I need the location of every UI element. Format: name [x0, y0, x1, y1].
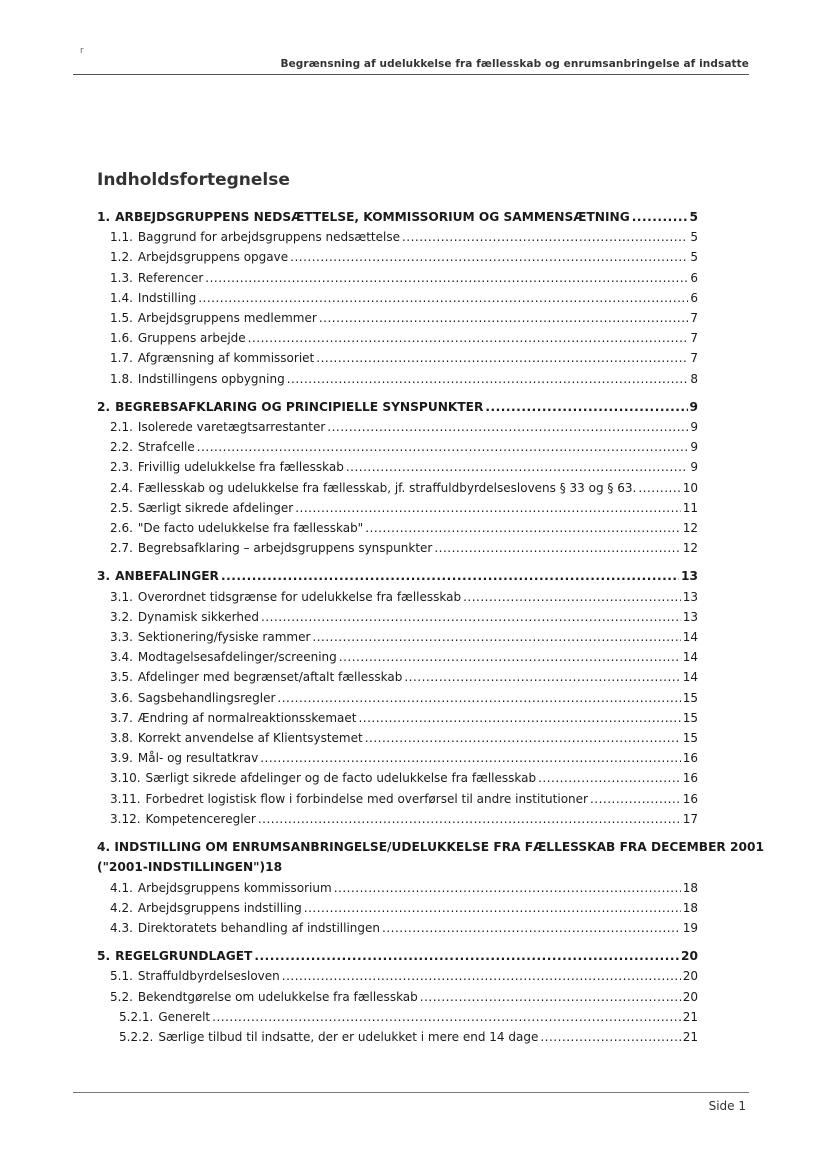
toc-entry-number: 1.8.	[110, 371, 133, 386]
toc-entry-title: Baggrund for arbejdsgruppens nedsættelse	[137, 230, 400, 245]
toc-entry-title: Afgrænsning af kommissoriet	[137, 351, 315, 366]
toc-entry-title: Modtagelsesafdelinger/screening	[137, 650, 337, 665]
toc-leader-dots	[198, 288, 688, 308]
toc-subsection-entry[interactable]	[97, 1027, 698, 1047]
toc-section	[97, 566, 698, 829]
toc-entry-number: 3.4.	[110, 650, 133, 665]
toc-entry-number: 5.	[97, 949, 111, 964]
toc-subsection-entry[interactable]	[97, 688, 698, 708]
toc-leader-dots	[420, 987, 681, 1007]
toc-entry-page: 9	[689, 399, 698, 414]
stray-mark: r	[80, 46, 84, 56]
toc-entry-title: Direktoratets behandling af indstillingen	[137, 920, 381, 935]
toc-subsection-entry[interactable]	[97, 417, 698, 437]
toc-entry-number: 2.4.	[110, 480, 133, 495]
toc-leader-dots	[485, 397, 687, 417]
toc-subsection-entry[interactable]	[97, 348, 698, 368]
toc-entry-title: ANBEFALINGER	[115, 569, 219, 584]
toc-entry-title: Arbejdsgruppens medlemmer	[137, 311, 317, 326]
toc-entry-page: 15	[682, 710, 698, 725]
toc-entry-title: "De facto udelukkelse fra fællesskab"	[137, 521, 364, 536]
toc-entry-number: 1.4.	[110, 290, 133, 305]
toc-subsection-entry[interactable]	[97, 1007, 698, 1027]
toc-entry-page: 5	[689, 210, 698, 224]
toc-subsection-entry[interactable]	[97, 768, 698, 788]
toc-entry-number: 1.1.	[110, 230, 133, 245]
toc-entry-page: 16	[682, 771, 698, 786]
toc-entry-title: Begrebsafklaring – arbejdsgruppens synspunkter	[137, 541, 433, 556]
toc-subsection-entry[interactable]	[97, 437, 698, 457]
toc-entry-title: Korrekt anvendelse af Klientsystemet	[137, 731, 363, 746]
toc-entry-title: Indstillingens opbygning	[137, 371, 285, 386]
toc-leader-dots	[295, 498, 680, 518]
toc-chapter-entry[interactable]	[97, 207, 698, 227]
toc-chapter-entry[interactable]	[97, 397, 698, 417]
toc-entry-title: REGELGRUNDLAGET	[115, 949, 253, 964]
toc-subsection-entry[interactable]	[97, 708, 698, 728]
toc-entry-title: Overordnet tidsgrænse for udelukkelse fra fællesskab	[137, 589, 462, 604]
toc-leader-dots	[205, 268, 688, 288]
toc-subsection-entry[interactable]	[97, 789, 698, 809]
toc-leader-dots	[334, 878, 681, 898]
toc-entry-page: 13	[682, 589, 698, 604]
toc-entry-title: Generelt	[158, 1009, 211, 1024]
toc-subsection-entry[interactable]	[97, 369, 698, 389]
toc-entry-number: 3.9.	[110, 751, 133, 766]
toc-section	[97, 946, 698, 1047]
footer-rule	[73, 1092, 749, 1093]
toc-entry-number: 4.3.	[110, 920, 133, 935]
toc-entry-number: 2.	[97, 399, 111, 414]
toc-chapter-entry[interactable]	[97, 566, 698, 586]
toc-entry-page: 18	[265, 860, 283, 875]
page-number: Side 1	[708, 1099, 746, 1113]
toc-leader-dots	[282, 966, 681, 986]
toc-subsection-entry[interactable]	[97, 268, 698, 288]
toc-entry-page: 13	[682, 609, 698, 624]
toc-section	[97, 837, 764, 938]
toc-entry-title: Referencer	[137, 270, 204, 285]
toc-leader-dots	[254, 946, 679, 966]
toc-entry-number: 2.5.	[110, 500, 133, 515]
toc-subsection-entry[interactable]	[97, 288, 698, 308]
toc-entry-page: 18	[682, 880, 698, 895]
toc-leader-dots	[212, 1007, 681, 1027]
toc-entry-page: 20	[681, 949, 698, 964]
toc-leader-dots	[346, 457, 689, 477]
toc-entry-title: Arbejdsgruppens indstilling	[137, 900, 302, 915]
toc-leader-dots	[632, 207, 688, 227]
toc-entry-number: 3.2.	[110, 609, 133, 624]
toc-entry-page: 7	[690, 351, 698, 366]
toc-entry-title: 4. INDSTILLING OM ENRUMSANBRINGELSE/UDELUKKELSE FRA FÆLLESSKAB FRA DECEMBER 2001	[97, 840, 764, 855]
toc-entry-number: 2.6.	[110, 521, 133, 536]
toc-entry-page: 21	[682, 1009, 698, 1024]
toc-entry-title: Ændring af normalreaktionsskemaet	[137, 710, 357, 725]
toc-leader-dots	[327, 417, 688, 437]
toc-entry-number: 1.6.	[110, 331, 133, 346]
toc-entry-number: 3.6.	[110, 690, 133, 705]
toc-entry-page: 14	[682, 650, 698, 665]
toc-entry-page: 9	[690, 460, 698, 475]
toc-entry-title: Frivillig udelukkelse fra fællesskab	[137, 460, 344, 475]
toc-leader-dots	[316, 348, 688, 368]
toc-entry-title: Fællesskab og udelukkelse fra fællesskab, jf. straffuldbyrdelseslovens § 33 og § 63.	[137, 480, 637, 495]
toc-entry-title: Særligt sikrede afdelinger	[137, 500, 294, 515]
toc-subsection-entry[interactable]	[97, 627, 698, 647]
toc-entry-title: BEGREBSAFKLARING OG PRINCIPIELLE SYNSPUNKTER	[115, 399, 484, 414]
running-header: Begrænsning af udelukkelse fra fællesskab og enrumsanbringelse af indsatte	[280, 58, 749, 70]
toc-subsection-entry[interactable]	[97, 308, 698, 328]
toc-entry-page: 13	[681, 569, 698, 584]
header-rule	[73, 74, 749, 75]
toc-entry-title: Gruppens arbejde	[137, 331, 246, 346]
toc-entry-title: Kompetenceregler	[145, 811, 256, 826]
toc-entry-page: 16	[682, 751, 698, 766]
toc-subsection-entry[interactable]	[97, 918, 698, 938]
toc-entry-page: 12	[682, 521, 698, 536]
toc-entry-page: 7	[690, 331, 698, 346]
toc-entry-title-continuation	[97, 857, 698, 877]
toc-entry-number: 1.7.	[110, 351, 133, 366]
toc-section	[97, 207, 698, 389]
toc-entry-page: 7	[690, 311, 698, 326]
toc-entry-title: Straffuldbyrdelsesloven	[137, 969, 280, 984]
toc-entry-page: 9	[690, 420, 698, 435]
toc-entry-number: 4.2.	[110, 900, 133, 915]
toc-leader-dots	[260, 748, 681, 768]
toc-entry-number: 1.2.	[110, 250, 133, 265]
toc-chapter-entry[interactable]	[97, 946, 698, 966]
toc-entry-page: 16	[682, 791, 698, 806]
toc-subsection-entry[interactable]	[97, 227, 698, 247]
toc-subsection-entry[interactable]	[97, 647, 698, 667]
toc-entry-number: 2.3.	[110, 460, 133, 475]
toc-subsection-entry[interactable]	[97, 987, 698, 1007]
toc-entry-page: 6	[690, 290, 698, 305]
toc-entry-title: Sektionering/fysiske rammer	[137, 630, 311, 645]
toc-entry-title: Arbejdsgruppens opgave	[137, 250, 289, 265]
toc-leader-dots	[434, 538, 680, 558]
toc-entry-number: 3.7.	[110, 710, 133, 725]
toc-leader-dots	[540, 1027, 680, 1047]
toc-entry-number: 5.2.1.	[119, 1009, 154, 1024]
toc-entry-page: 14	[682, 670, 698, 685]
toc-leader-dots	[402, 227, 688, 247]
toc-leader-dots	[248, 328, 689, 348]
toc-subsection-entry[interactable]	[97, 607, 698, 627]
toc-entry-number: 5.1.	[110, 969, 133, 984]
toc-entry-number: 1.3.	[110, 270, 133, 285]
toc-entry-title: ("2001-INDSTILLINGEN")	[97, 860, 266, 875]
table-of-contents	[97, 207, 764, 1055]
toc-leader-dots	[463, 587, 681, 607]
toc-subsection-entry[interactable]	[97, 809, 698, 829]
toc-entry-page: 20	[682, 969, 698, 984]
toc-entry-title: Forbedret logistisk flow i forbindelse med overførsel til andre institutioner	[145, 791, 588, 806]
toc-entry-page: 10	[682, 480, 698, 495]
toc-entry-page: 19	[682, 920, 698, 935]
toc-entry-page: 5	[690, 230, 698, 245]
toc-subsection-entry[interactable]	[97, 328, 698, 348]
toc-subsection-entry[interactable]	[97, 728, 698, 748]
toc-entry-number: 3.	[97, 569, 111, 584]
toc-leader-dots	[197, 437, 689, 457]
toc-leader-dots	[590, 789, 681, 809]
toc-leader-dots	[404, 667, 680, 687]
toc-subsection-entry[interactable]	[97, 966, 698, 986]
toc-entry-number: 4.1.	[110, 880, 133, 895]
toc-entry-number: 5.2.	[110, 989, 133, 1004]
toc-title: Indholdsfortegnelse	[97, 170, 290, 190]
toc-subsection-entry[interactable]	[97, 498, 698, 518]
toc-entry-title: Afdelinger med begrænset/aftalt fællesskab	[137, 670, 403, 685]
toc-entry-number: 1.5.	[110, 311, 133, 326]
toc-entry-page: 5	[690, 250, 698, 265]
toc-entry-number: 3.10.	[110, 771, 141, 786]
toc-entry-title: Mål- og resultatkrav	[137, 751, 259, 766]
toc-entry-page: 15	[682, 731, 698, 746]
toc-subsection-entry[interactable]	[97, 247, 698, 267]
toc-leader-dots	[365, 518, 681, 538]
toc-entry-title: Arbejdsgruppens kommissorium	[137, 880, 332, 895]
toc-entry-page: 12	[682, 541, 698, 556]
toc-leader-dots	[538, 768, 681, 788]
toc-subsection-entry[interactable]	[97, 748, 698, 768]
toc-entry-page: 8	[690, 371, 698, 386]
toc-entry-page: 9	[690, 440, 698, 455]
toc-subsection-entry[interactable]	[97, 587, 698, 607]
toc-leader-dots	[358, 708, 680, 728]
toc-leader-dots	[290, 247, 688, 267]
toc-entry-title: Bekendtgørelse om udelukkelse fra fællesskab	[137, 989, 418, 1004]
toc-chapter-entry[interactable]	[97, 837, 764, 877]
toc-leader-dots	[382, 918, 681, 938]
toc-subsection-entry[interactable]	[97, 457, 698, 477]
toc-entry-number: 2.2.	[110, 440, 133, 455]
toc-entry-title: Sagsbehandlingsregler	[137, 690, 276, 705]
toc-entry-page: 20	[682, 989, 698, 1004]
toc-entry-number: 3.1.	[110, 589, 133, 604]
toc-entry-page: 15	[682, 690, 698, 705]
toc-subsection-entry[interactable]	[97, 478, 698, 498]
toc-section	[97, 397, 698, 559]
toc-leader-dots	[365, 728, 681, 748]
toc-leader-dots	[277, 688, 680, 708]
toc-entry-title: Særlige tilbud til indsatte, der er udelukket i mere end 14 dage	[158, 1029, 539, 1044]
toc-entry-title: Isolerede varetægtsarrestanter	[137, 420, 326, 435]
toc-subsection-entry[interactable]	[97, 667, 698, 687]
toc-entry-page: 21	[682, 1029, 698, 1044]
toc-entry-page: 14	[682, 630, 698, 645]
toc-leader-dots	[304, 898, 681, 918]
toc-entry-number: 1.	[97, 210, 111, 224]
toc-leader-dots	[287, 369, 689, 389]
toc-entry-page: 17	[682, 811, 698, 826]
toc-leader-dots	[638, 478, 680, 498]
toc-entry-number: 3.8.	[110, 731, 133, 746]
toc-subsection-entry[interactable]	[97, 898, 698, 918]
toc-subsection-entry[interactable]	[97, 878, 698, 898]
toc-leader-dots	[339, 647, 681, 667]
toc-leader-dots	[221, 566, 679, 586]
toc-leader-dots	[312, 627, 680, 647]
toc-leader-dots	[261, 607, 681, 627]
toc-entry-number: 3.5.	[110, 670, 133, 685]
toc-subsection-entry[interactable]	[97, 538, 698, 558]
toc-entry-page: 18	[682, 900, 698, 915]
toc-entry-number: 2.1.	[110, 420, 133, 435]
toc-leader-dots	[258, 809, 681, 829]
toc-entry-page: 6	[690, 270, 698, 285]
toc-leader-dots	[319, 308, 689, 328]
toc-entry-title: Særligt sikrede afdelinger og de facto udelukkelse fra fællesskab	[145, 771, 537, 786]
toc-entry-number: 5.2.2.	[119, 1029, 154, 1044]
toc-entry-number: 3.3.	[110, 630, 133, 645]
toc-entry-page: 11	[682, 500, 698, 515]
toc-entry-title: Strafcelle	[137, 440, 195, 455]
toc-entry-title: Indstilling	[137, 290, 197, 305]
toc-entry-number: 2.7.	[110, 541, 133, 556]
toc-entry-number: 3.11.	[110, 791, 141, 806]
toc-entry-title: ARBEJDSGRUPPENS NEDSÆTTELSE, KOMMISSORIUM OG SAMMENSÆTNING	[115, 210, 630, 224]
toc-subsection-entry[interactable]	[97, 518, 698, 538]
toc-entry-title: Dynamisk sikkerhed	[137, 609, 260, 624]
toc-entry-number: 3.12.	[110, 811, 141, 826]
